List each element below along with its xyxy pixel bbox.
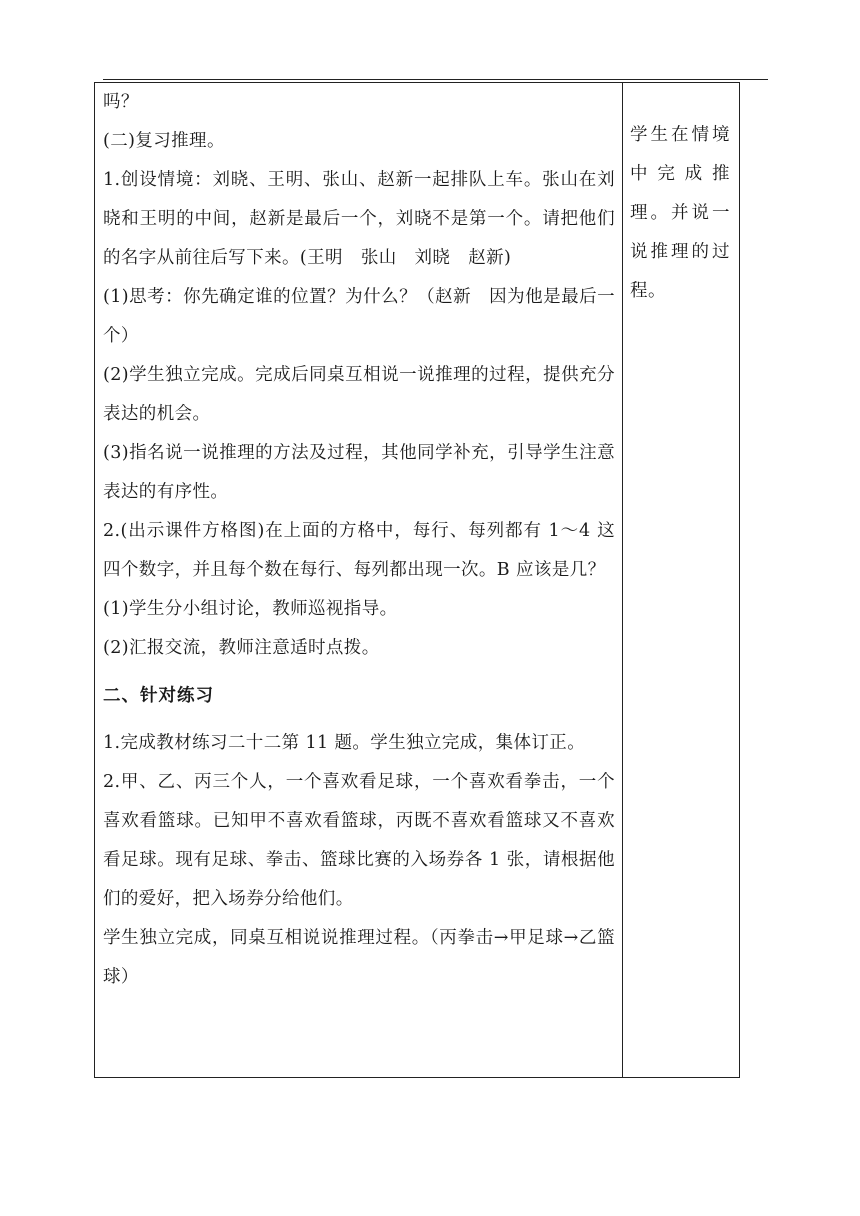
paragraph-exercise-1: 1.完成教材练习二十二第 11 题。学生独立完成，集体订正。	[103, 733, 586, 753]
paragraph-review-heading: (二)复习推理。	[103, 131, 225, 151]
paragraph-step-2: (2)学生独立完成。完成后同桌互相说一说推理的过程，提供充分表达的机会。	[103, 365, 615, 424]
paragraph-continuation: 吗？	[103, 92, 139, 112]
lesson-table	[94, 82, 740, 1078]
paragraph-exercise-2: 2.甲、乙、丙三个人，一个喜欢看足球，一个喜欢看拳击，一个喜欢看篮球。已知甲不喜欢看篮球，丙既不喜欢看篮球又不喜欢看足球。现有足球、拳击、篮球比赛的入场券各 1 张，请根据他们的爱好，把入场券分给他们。	[103, 772, 615, 909]
student-activity-note: 学生在情境中完成推理。并说一说推理的过程。	[630, 125, 730, 301]
teaching-process-column	[103, 83, 615, 997]
paragraph-report: (2)汇报交流，教师注意适时点拨。	[103, 638, 380, 658]
paragraph-exercise-answer: 学生独立完成，同桌互相说说推理过程。（丙拳击→甲足球→乙篮球）	[103, 928, 615, 987]
paragraph-group-discussion: (1)学生分小组讨论，教师巡视指导。	[103, 599, 398, 619]
column-divider	[622, 83, 623, 1077]
student-activity-column	[630, 116, 730, 311]
header-rule	[103, 79, 768, 80]
section-heading: 二、针对练习	[103, 686, 214, 706]
paragraph-step-3: (3)指名说一说推理的方法及过程，其他同学补充，引导学生注意表达的有序性。	[103, 443, 615, 502]
paragraph-grid-problem: 2.(出示课件方格图)在上面的方格中，每行、每列都有 1～4 这四个数字，并且每个数在每行、每列都出现一次。B 应该是几？	[103, 521, 615, 580]
paragraph-step-1: (1)思考：你先确定谁的位置？为什么？（赵新 因为他是最后一个）	[103, 287, 615, 346]
paragraph-scenario: 1.创设情境：刘晓、王明、张山、赵新一起排队上车。张山在刘晓和王明的中间，赵新是最后一个，刘晓不是第一个。请把他们的名字从前往后写下来。(王明 张山 刘晓 赵新)	[103, 170, 615, 268]
